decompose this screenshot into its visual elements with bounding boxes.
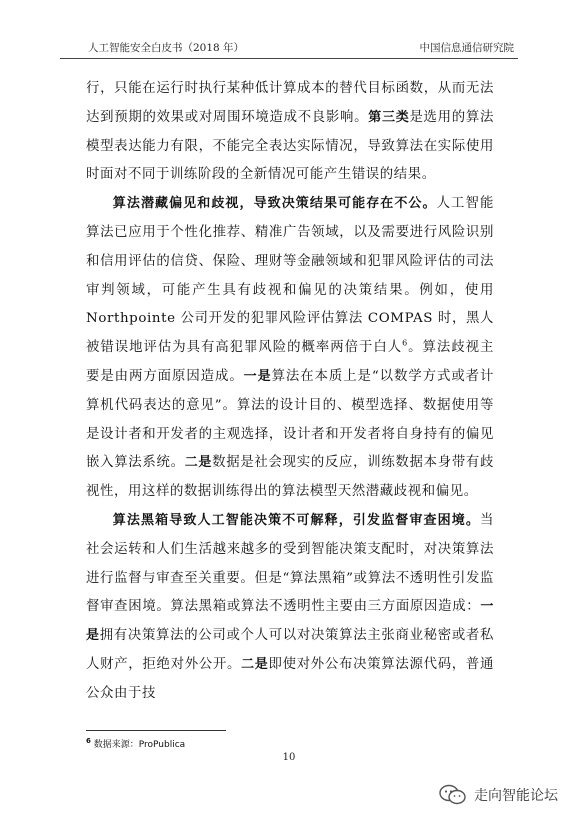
paragraph-1 [86,75,494,190]
paragraph-2-text-c: 算法在本质上是“以数学方式或者计算机代码表达的意见”。算法的设计目的、模型选择、数据使用等是设计者和开发者的主观选择，设计者和开发者将自身持有的偏见嵌入算法系统。 [86,368,494,471]
paragraph-2-text-a: 人工智能算法已应用于个性化推荐、精准广告领域，以及需要进行风险识别和信用评估的信贷、保险、理财等金融领域和犯罪风险评估的司法审判领域，可能产生具有歧视和偏见的决策结果。例如，使用 Northpointe 公司开发的犯罪风险评估算法 COMPAS 时，黑人被错误地评估为具有高犯罪风险的概率两倍于白人 [86,196,494,356]
paragraph-1-text: 行，只能在运行时执行某种低计算成本的替代目标函数，从而无法达到预期的效果或对周围环境造成不良影响。 [86,81,494,125]
paragraph-1-rest: 是选用的算法模型表达能力有限，不能完全表达实际情况，导致算法在实际使用时面对不同于训练阶段的全新情况可能产生错误的结果。 [86,109,494,183]
paragraph-2-text-d: 数据是社会现实的反应，训练数据本身带有歧视性，用这样的数据训练得出的算法模型天然潜藏歧视和偏见。 [86,455,495,500]
paragraph-3-heading: 算法黑箱导致人工智能决策不可解释，引发监督审查困境。 [112,512,480,528]
paragraph-2 [86,190,494,507]
paragraph-2-bold-first: 一是 [243,368,272,384]
page-number: 10 [282,752,296,763]
watermark [438,782,558,808]
watermark-text: 走向智能论坛 [474,788,558,804]
header-organization: 中国信息通信研究院 [419,42,514,54]
body-text [86,75,494,709]
paragraph-1-bold: 第三类 [368,109,410,125]
wechat-icon [438,783,468,807]
page-header [60,36,518,59]
footnote-text: 数据来源：ProPublica [93,740,186,750]
paragraph-2-heading: 算法潜藏偏见和歧视，导致决策结果可能存在不公。 [112,196,437,212]
paragraph-2-bold-second: 二是 [184,455,213,471]
header-title: 人工智能安全白皮书（2018 年） [88,42,245,54]
paragraph-2-text-b: 。算法歧视主要是由两方面原因造成。 [86,340,495,384]
paragraph-3-bold-first: 一是 [86,599,494,644]
footnote [86,737,185,750]
footnote-mark: 6 [86,737,91,745]
paragraph-3-text-a: 当社会运转和人们生活越来越多的受到智能决策支配时，对决策算法进行监督与审查至关重要。但是“算法黑箱”或算法不透明性引发监督审查困境。算法黑箱或算法不透明性主要由三方面原因造成： [86,512,494,615]
paragraph-3-bold-second: 二是 [241,656,269,672]
paragraph-3-text-b: 拥有决策算法的公司或个人可以对决策算法主张商业秘密或者私人财产，拒绝对外公开。 [86,628,494,672]
paragraph-3-text-c: 即使对外公布决策算法源代码，普通公众由于技 [86,656,494,701]
paragraph-3 [86,507,494,709]
footnote-divider [86,730,226,731]
footnote-reference[interactable]: 6 [402,338,408,348]
